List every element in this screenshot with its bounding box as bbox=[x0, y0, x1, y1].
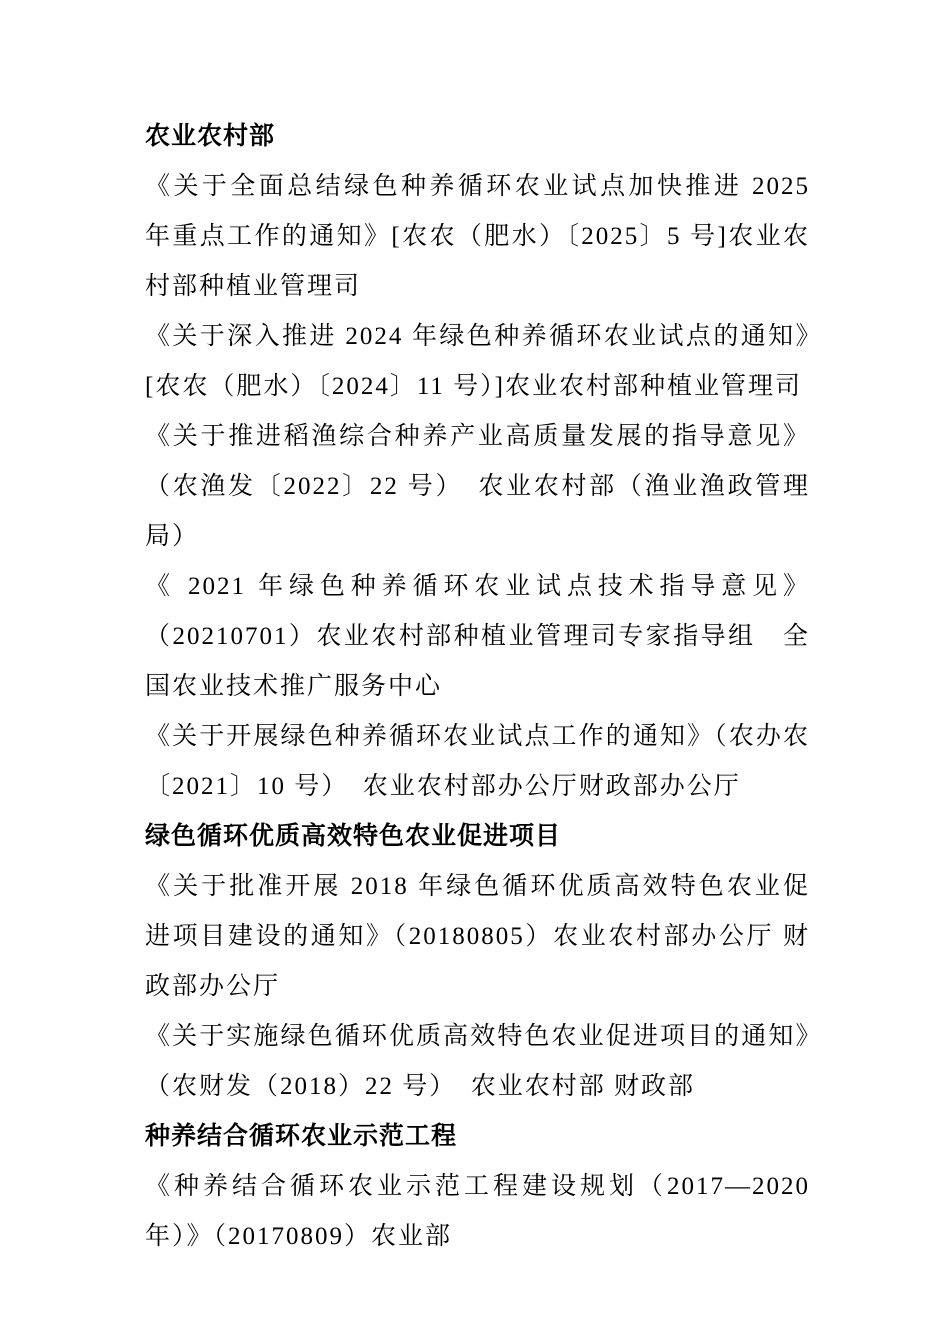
document-citation-entry: 《 2021 年绿色种养循环农业试点技术指导意见》（20210701）农业农村部种植业管理司专家指导组 全国农业技术推广服务中心 bbox=[145, 573, 810, 700]
section-heading: 绿色循环优质高效特色农业促进项目 bbox=[145, 823, 562, 850]
section-heading: 农业农村部 bbox=[145, 123, 276, 150]
document-citation-entry: 《关于全面总结绿色种养循环农业试点加快推进 2025 年重点工作的通知》[农农（肥水）〔2025〕5 号]农业农村部种植业管理司 bbox=[145, 173, 810, 300]
document-citation-entry: 《关于推进稻渔综合种养产业高质量发展的指导意见》（农渔发〔2022〕22 号） 农业农村部（渔业渔政管理局） bbox=[145, 423, 810, 550]
document-text-block bbox=[145, 112, 810, 1262]
document-citation-entry: 《关于实施绿色循环优质高效特色农业促进项目的通知》（农财发（2018）22 号） 农业农村部 财政部 bbox=[145, 1023, 810, 1100]
document-citation-entry: 《关于开展绿色种养循环农业试点工作的通知》（农办农〔2021〕10 号） 农业农村部办公厅财政部办公厅 bbox=[145, 723, 810, 800]
document-citation-entry: 《关于批准开展 2018 年绿色循环优质高效特色农业促进项目建设的通知》（20180805）农业农村部办公厅 财政部办公厅 bbox=[145, 873, 810, 1000]
section-heading: 种养结合循环农业示范工程 bbox=[145, 1123, 458, 1150]
document-citation-entry: 《种养结合循环农业示范工程建设规划（2017—2020 年）》（20170809）农业部 bbox=[145, 1173, 810, 1250]
document-citation-entry: 《关于深入推进 2024 年绿色种养循环农业试点的通知》[农农（肥水）〔2024〕11 号）]农业农村部种植业管理司 bbox=[145, 323, 810, 400]
